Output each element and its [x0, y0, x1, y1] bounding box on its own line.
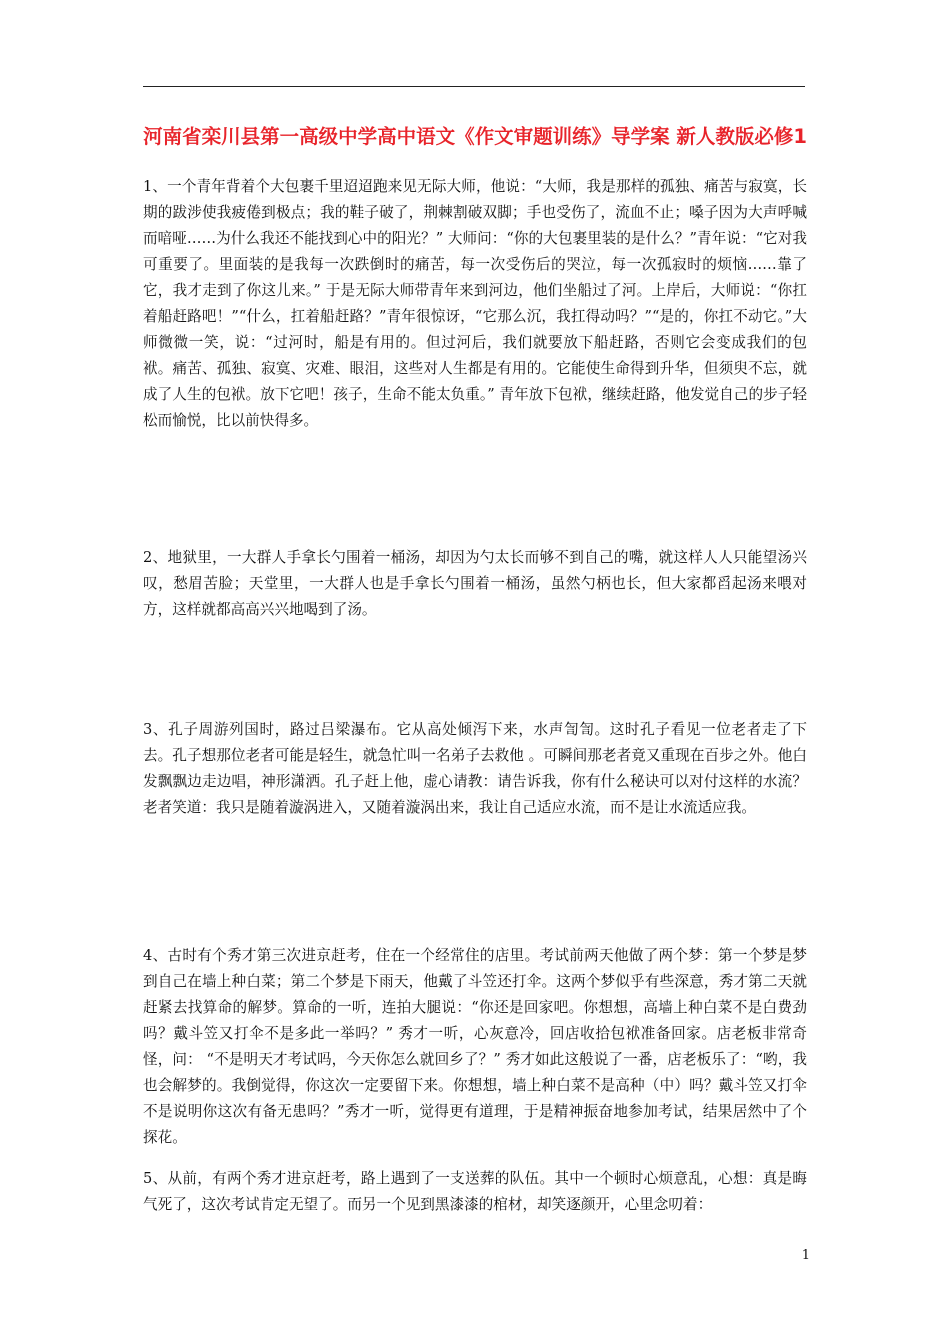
paragraph-3: 3、孔子周游列国时，路过吕梁瀑布。它从高处倾泻下来，水声訇訇。这时孔子看见一位老者走了下去。孔子想那位老者可能是轻生，就急忙叫一名弟子去救他 。可瞬间那老者竟又重现在百步之外。他白发飘飘边走边唱，神形潇洒。孔子赶上他，虚心请教：请告诉我，你有什么秘诀可以对付这样的水流？老者笑道：我只是随着漩涡进入，又随着漩涡出来，我让自己适应水流，而不是让水流适应我。	[143, 721, 807, 816]
paragraph-2: 2、地狱里，一大群人手拿长勺围着一桶汤，却因为勺太长而够不到自己的嘴，就这样人人只能望汤兴叹，愁眉苦脸；天堂里，一大群人也是手拿长勺围着一桶汤，虽然勺柄也长，但大家都舀起汤来喂对方，这样就都高高兴兴地喝到了汤。	[143, 549, 807, 618]
page-number: 1	[801, 1248, 810, 1263]
paragraph-4: 4、古时有个秀才第三次进京赶考，住在一个经常住的店里。考试前两天他做了两个梦：第一个梦是梦到自己在墙上种白菜；第二个梦是下雨天，他戴了斗笠还打伞。这两个梦似乎有些深意，秀才第二天就赶紧去找算命的解梦。算命的一听，连拍大腿说：“你还是回家吧。你想想，高墙上种白菜不是白费劲吗？戴斗笠又打伞不是多此一举吗？” 秀才一听，心灰意冷，回店收拾包袱准备回家。店老板非常奇怪，问： “不是明天才考试吗，今天你怎么就回乡了？” 秀才如此这般说了一番，店老板乐了：“哟，我也会解梦的。我倒觉得，你这次一定要留下来。你想想，墙上种白菜不是高种（中）吗？戴斗笠又打伞不是说明你这次有备无患吗？”秀才一听，觉得更有道理，于是精神振奋地参加考试，结果居然中了个探花。	[143, 947, 807, 1146]
paragraph-5: 5、从前，有两个秀才进京赶考，路上遇到了一支送葬的队伍。其中一个顿时心烦意乱，心想：真是晦气死了，这次考试肯定无望了。而另一个见到黑漆漆的棺材，却笑逐颜开，心里念叨着：	[143, 1170, 807, 1213]
document-title: 河南省栾川县第一高级中学高中语文《作文审题训练》导学案 新人教版必修1	[143, 125, 807, 148]
paragraph-1: 1、一个青年背着个大包裹千里迢迢跑来见无际大师，他说：“大师，我是那样的孤独、痛苦与寂寞，长期的跋涉使我疲倦到极点；我的鞋子破了，荆棘割破双脚；手也受伤了，流血不止；嗓子因为大声呼喊而喑哑……为什么我还不能找到心中的阳光？” 大师问：“你的大包裹里装的是什么？”青年说：“它对我可重要了。里面装的是我每一次跌倒时的痛苦，每一次受伤后的哭泣，每一次孤寂时的烦恼……靠了它，我才走到了你这儿来。” 于是无际大师带青年来到河边，他们坐船过了河。上岸后，大师说：“你扛着船赶路吧！”“什么，扛着船赶路？”青年很惊讶，“它那么沉，我扛得动吗？”“是的，你扛不动它。”大师微微一笑，说：“过河时，船是有用的。但过河后，我们就要放下船赶路，否则它会变成我们的包袱。痛苦、孤独、寂寞、灾难、眼泪，这些对人生都是有用的。它能使生命得到升华，但须臾不忘，就成了人生的包袱。放下它吧！孩子，生命不能太负重。” 青年放下包袱，继续赶路，他发觉自己的步子轻松而愉悦，比以前快得多。	[143, 178, 807, 429]
header-rule	[143, 86, 805, 87]
